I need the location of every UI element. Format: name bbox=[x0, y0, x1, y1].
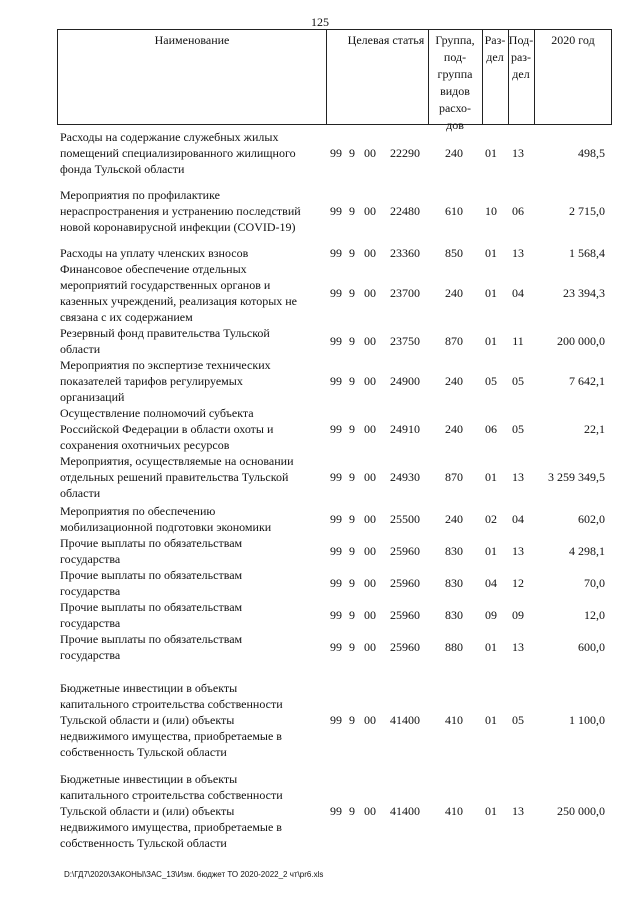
expense-group: 880 bbox=[445, 640, 463, 654]
expense-group: 410 bbox=[445, 713, 463, 727]
podrazdel: 13 bbox=[512, 544, 524, 558]
row-name-line: Прочие выплаты по обязательствам bbox=[60, 600, 243, 614]
row-name-line: Мероприятия по экспертизе технических bbox=[60, 358, 271, 372]
header-podrazdel-line: дел bbox=[512, 67, 530, 81]
target-code-3: 00 bbox=[364, 204, 376, 218]
razdel: 01 bbox=[485, 544, 497, 558]
row-name-line: недвижимого имущества, приобретаемые в bbox=[60, 729, 282, 743]
amount-2020: 4 298,1 bbox=[569, 544, 605, 558]
row-name-line: Резервный фонд правительства Тульской bbox=[60, 326, 270, 340]
target-code-1: 99 bbox=[330, 246, 342, 260]
expense-group: 240 bbox=[445, 512, 463, 526]
row-name bbox=[60, 129, 322, 177]
razdel: 04 bbox=[485, 576, 497, 590]
row-name-line: Бюджетные инвестиции в объекты bbox=[60, 681, 238, 695]
expense-group: 850 bbox=[445, 246, 463, 260]
row-name-line: Расходы на уплату членских взносов bbox=[60, 246, 249, 260]
expense-group: 240 bbox=[445, 286, 463, 300]
header-podrazdel-line: раз- bbox=[510, 50, 532, 64]
row-name-line: области bbox=[60, 342, 101, 356]
target-code-4: 41400 bbox=[390, 713, 420, 727]
target-code-3: 00 bbox=[364, 286, 376, 300]
target-code-4: 25960 bbox=[390, 608, 420, 622]
target-code-2: 9 bbox=[349, 204, 355, 218]
amount-2020: 3 259 349,5 bbox=[548, 470, 605, 484]
target-code-4: 25960 bbox=[390, 544, 420, 558]
target-code-4: 23750 bbox=[390, 334, 420, 348]
razdel: 01 bbox=[485, 640, 497, 654]
expense-group: 830 bbox=[445, 576, 463, 590]
row-name-line: области bbox=[60, 486, 101, 500]
target-code-4: 22290 bbox=[390, 146, 420, 160]
row-name-line: сохранения охотничьих ресурсов bbox=[60, 438, 230, 452]
razdel: 01 bbox=[485, 246, 497, 260]
row-name-line: Осуществление полномочий субъекта bbox=[60, 406, 254, 420]
row-name-line: Расходы на содержание служебных жилых bbox=[60, 130, 279, 144]
header-group-line: под- bbox=[443, 50, 467, 64]
header-year: 2020 год bbox=[551, 33, 595, 47]
razdel: 05 bbox=[485, 374, 497, 388]
podrazdel: 05 bbox=[512, 422, 524, 436]
expense-group: 870 bbox=[445, 470, 463, 484]
row-name-line: организаций bbox=[60, 390, 125, 404]
target-code-3: 00 bbox=[364, 544, 376, 558]
podrazdel: 06 bbox=[512, 204, 524, 218]
target-code-3: 00 bbox=[364, 422, 376, 436]
target-code-2: 9 bbox=[349, 576, 355, 590]
header-group-line: группа bbox=[437, 67, 473, 81]
expense-group: 870 bbox=[445, 334, 463, 348]
amount-2020: 602,0 bbox=[578, 512, 605, 526]
row-name bbox=[60, 453, 322, 501]
podrazdel: 13 bbox=[512, 146, 524, 160]
row-name-line: показателей тарифов регулируемых bbox=[60, 374, 243, 388]
target-code-1: 99 bbox=[330, 422, 342, 436]
podrazdel: 13 bbox=[512, 804, 524, 818]
target-code-4: 24900 bbox=[390, 374, 420, 388]
row-name-line: помещений специализированного жилищного bbox=[60, 146, 296, 160]
row-name bbox=[60, 567, 322, 599]
podrazdel: 13 bbox=[512, 470, 524, 484]
row-name bbox=[60, 187, 322, 235]
podrazdel: 13 bbox=[512, 246, 524, 260]
target-code-4: 23360 bbox=[390, 246, 420, 260]
target-code-3: 00 bbox=[364, 146, 376, 160]
razdel: 01 bbox=[485, 804, 497, 818]
expense-group: 240 bbox=[445, 374, 463, 388]
header-razdel-line: дел bbox=[486, 50, 504, 64]
header-group bbox=[428, 30, 482, 132]
podrazdel: 13 bbox=[512, 640, 524, 654]
expense-group: 830 bbox=[445, 544, 463, 558]
header-name: Наименование bbox=[154, 33, 230, 47]
row-name-line: собственность Тульской области bbox=[60, 836, 227, 850]
row-name bbox=[60, 680, 322, 760]
header-podrazdel-line: Под- bbox=[508, 33, 534, 47]
target-code-2: 9 bbox=[349, 544, 355, 558]
target-code-3: 00 bbox=[364, 804, 376, 818]
target-code-3: 00 bbox=[364, 576, 376, 590]
amount-2020: 1 100,0 bbox=[569, 713, 605, 727]
row-name-line: Бюджетные инвестиции в объекты bbox=[60, 772, 238, 786]
row-name-line: фонда Тульской области bbox=[60, 162, 185, 176]
target-code-1: 99 bbox=[330, 374, 342, 388]
row-name-line: собственность Тульской области bbox=[60, 745, 227, 759]
podrazdel: 09 bbox=[512, 608, 524, 622]
podrazdel: 04 bbox=[512, 286, 524, 300]
row-name-line: мероприятий государственных органов и bbox=[60, 278, 271, 292]
row-name-line: недвижимого имущества, приобретаемые в bbox=[60, 820, 282, 834]
target-code-3: 00 bbox=[364, 713, 376, 727]
row-name-line: Тульской области и (или) объекты bbox=[60, 713, 235, 727]
razdel: 09 bbox=[485, 608, 497, 622]
target-code-3: 00 bbox=[364, 334, 376, 348]
target-code-3: 00 bbox=[364, 640, 376, 654]
target-code-1: 99 bbox=[330, 470, 342, 484]
amount-2020: 1 568,4 bbox=[569, 246, 605, 260]
row-name-line: государства bbox=[60, 552, 121, 566]
target-code-1: 99 bbox=[330, 204, 342, 218]
razdel: 06 bbox=[485, 422, 497, 436]
razdel: 01 bbox=[485, 470, 497, 484]
expense-group: 610 bbox=[445, 204, 463, 218]
row-name-line: Мероприятия, осуществляемые на основании bbox=[60, 454, 294, 468]
row-name-line: государства bbox=[60, 616, 121, 630]
target-code-2: 9 bbox=[349, 608, 355, 622]
amount-2020: 22,1 bbox=[584, 422, 605, 436]
amount-2020: 250 000,0 bbox=[557, 804, 605, 818]
target-code-4: 25960 bbox=[390, 576, 420, 590]
target-code-2: 9 bbox=[349, 422, 355, 436]
target-code-1: 99 bbox=[330, 576, 342, 590]
row-name bbox=[60, 245, 322, 261]
target-code-4: 24910 bbox=[390, 422, 420, 436]
target-code-1: 99 bbox=[330, 544, 342, 558]
target-code-4: 25960 bbox=[390, 640, 420, 654]
target-code-1: 99 bbox=[330, 608, 342, 622]
target-code-2: 9 bbox=[349, 640, 355, 654]
target-code-3: 00 bbox=[364, 608, 376, 622]
row-name bbox=[60, 631, 322, 663]
target-code-2: 9 bbox=[349, 334, 355, 348]
row-name-line: Финансовое обеспечение отдельных bbox=[60, 262, 247, 276]
amount-2020: 70,0 bbox=[584, 576, 605, 590]
row-name-line: Прочие выплаты по обязательствам bbox=[60, 536, 243, 550]
amount-2020: 498,5 bbox=[578, 146, 605, 160]
header-podrazdel bbox=[508, 30, 534, 124]
row-name-line: мобилизационной подготовки экономики bbox=[60, 520, 272, 534]
row-name-line: нераспространения и устранению последствий bbox=[60, 204, 301, 218]
target-code-2: 9 bbox=[349, 246, 355, 260]
header-target: Целевая статья bbox=[347, 33, 425, 47]
expense-group: 410 bbox=[445, 804, 463, 818]
target-code-2: 9 bbox=[349, 713, 355, 727]
expense-group: 240 bbox=[445, 422, 463, 436]
row-name-line: Прочие выплаты по обязательствам bbox=[60, 632, 243, 646]
target-code-3: 00 bbox=[364, 512, 376, 526]
target-code-2: 9 bbox=[349, 470, 355, 484]
expense-group: 830 bbox=[445, 608, 463, 622]
header-group-line: видов bbox=[440, 84, 470, 98]
row-name bbox=[60, 535, 322, 567]
razdel: 01 bbox=[485, 286, 497, 300]
page-number: 125 bbox=[311, 15, 329, 29]
target-code-1: 99 bbox=[330, 334, 342, 348]
row-name bbox=[60, 405, 322, 453]
razdel: 01 bbox=[485, 334, 497, 348]
header-group-line: расхо- bbox=[438, 101, 472, 115]
row-name-line: капитального строительства собственности bbox=[60, 788, 283, 802]
amount-2020: 12,0 bbox=[584, 608, 605, 622]
target-code-4: 41400 bbox=[390, 804, 420, 818]
podrazdel: 05 bbox=[512, 374, 524, 388]
target-code-1: 99 bbox=[330, 512, 342, 526]
target-code-1: 99 bbox=[330, 286, 342, 300]
row-name bbox=[60, 261, 322, 325]
target-code-3: 00 bbox=[364, 246, 376, 260]
target-code-2: 9 bbox=[349, 512, 355, 526]
podrazdel: 04 bbox=[512, 512, 524, 526]
header-group-line: дов bbox=[446, 118, 464, 132]
razdel: 01 bbox=[485, 713, 497, 727]
row-name-line: Прочие выплаты по обязательствам bbox=[60, 568, 243, 582]
header-group-line: Группа, bbox=[435, 33, 475, 47]
row-name bbox=[60, 771, 322, 851]
row-name-line: новой коронавирусной инфекции (COVID-19) bbox=[60, 220, 296, 234]
row-name-line: капитального строительства собственности bbox=[60, 697, 283, 711]
target-code-3: 00 bbox=[364, 470, 376, 484]
row-name-line: государства bbox=[60, 584, 121, 598]
header-razdel-line: Раз- bbox=[484, 33, 506, 47]
row-name bbox=[60, 325, 322, 357]
target-code-4: 25500 bbox=[390, 512, 420, 526]
target-code-4: 22480 bbox=[390, 204, 420, 218]
amount-2020: 2 715,0 bbox=[569, 204, 605, 218]
target-code-4: 23700 bbox=[390, 286, 420, 300]
row-name-line: Мероприятия по профилактике bbox=[60, 188, 220, 202]
row-name-line: отдельных решений правительства Тульской bbox=[60, 470, 289, 484]
target-code-1: 99 bbox=[330, 146, 342, 160]
amount-2020: 7 642,1 bbox=[569, 374, 605, 388]
target-code-4: 24930 bbox=[390, 470, 420, 484]
row-name-line: Тульской области и (или) объекты bbox=[60, 804, 235, 818]
podrazdel: 05 bbox=[512, 713, 524, 727]
target-code-2: 9 bbox=[349, 286, 355, 300]
table-header bbox=[57, 29, 612, 132]
podrazdel: 12 bbox=[512, 576, 524, 590]
row-name bbox=[60, 357, 322, 405]
row-name bbox=[60, 599, 322, 631]
target-code-2: 9 bbox=[349, 804, 355, 818]
target-code-2: 9 bbox=[349, 146, 355, 160]
target-code-1: 99 bbox=[330, 804, 342, 818]
razdel: 02 bbox=[485, 512, 497, 526]
amount-2020: 200 000,0 bbox=[557, 334, 605, 348]
target-code-3: 00 bbox=[364, 374, 376, 388]
row-name bbox=[60, 503, 322, 535]
header-razdel bbox=[482, 30, 508, 124]
target-code-1: 99 bbox=[330, 713, 342, 727]
row-name-line: Российской Федерации в области охоты и bbox=[60, 422, 274, 436]
file-path-footer: D:\ГД7\2020\ЗАКОНЫ\ЗАС_13\Изм. бюджет ТО 2020-2022_2 чт\pr6.xls bbox=[64, 870, 324, 879]
podrazdel: 11 bbox=[512, 334, 524, 348]
target-code-2: 9 bbox=[349, 374, 355, 388]
amount-2020: 23 394,3 bbox=[563, 286, 605, 300]
razdel: 01 bbox=[485, 146, 497, 160]
row-name-line: связана с их содержанием bbox=[60, 310, 193, 324]
amount-2020: 600,0 bbox=[578, 640, 605, 654]
row-name-line: казенных учреждений, реализация которых не bbox=[60, 294, 297, 308]
row-name-line: государства bbox=[60, 648, 121, 662]
razdel: 10 bbox=[485, 204, 497, 218]
target-code-1: 99 bbox=[330, 640, 342, 654]
expense-group: 240 bbox=[445, 146, 463, 160]
row-name-line: Мероприятия по обеспечению bbox=[60, 504, 216, 518]
